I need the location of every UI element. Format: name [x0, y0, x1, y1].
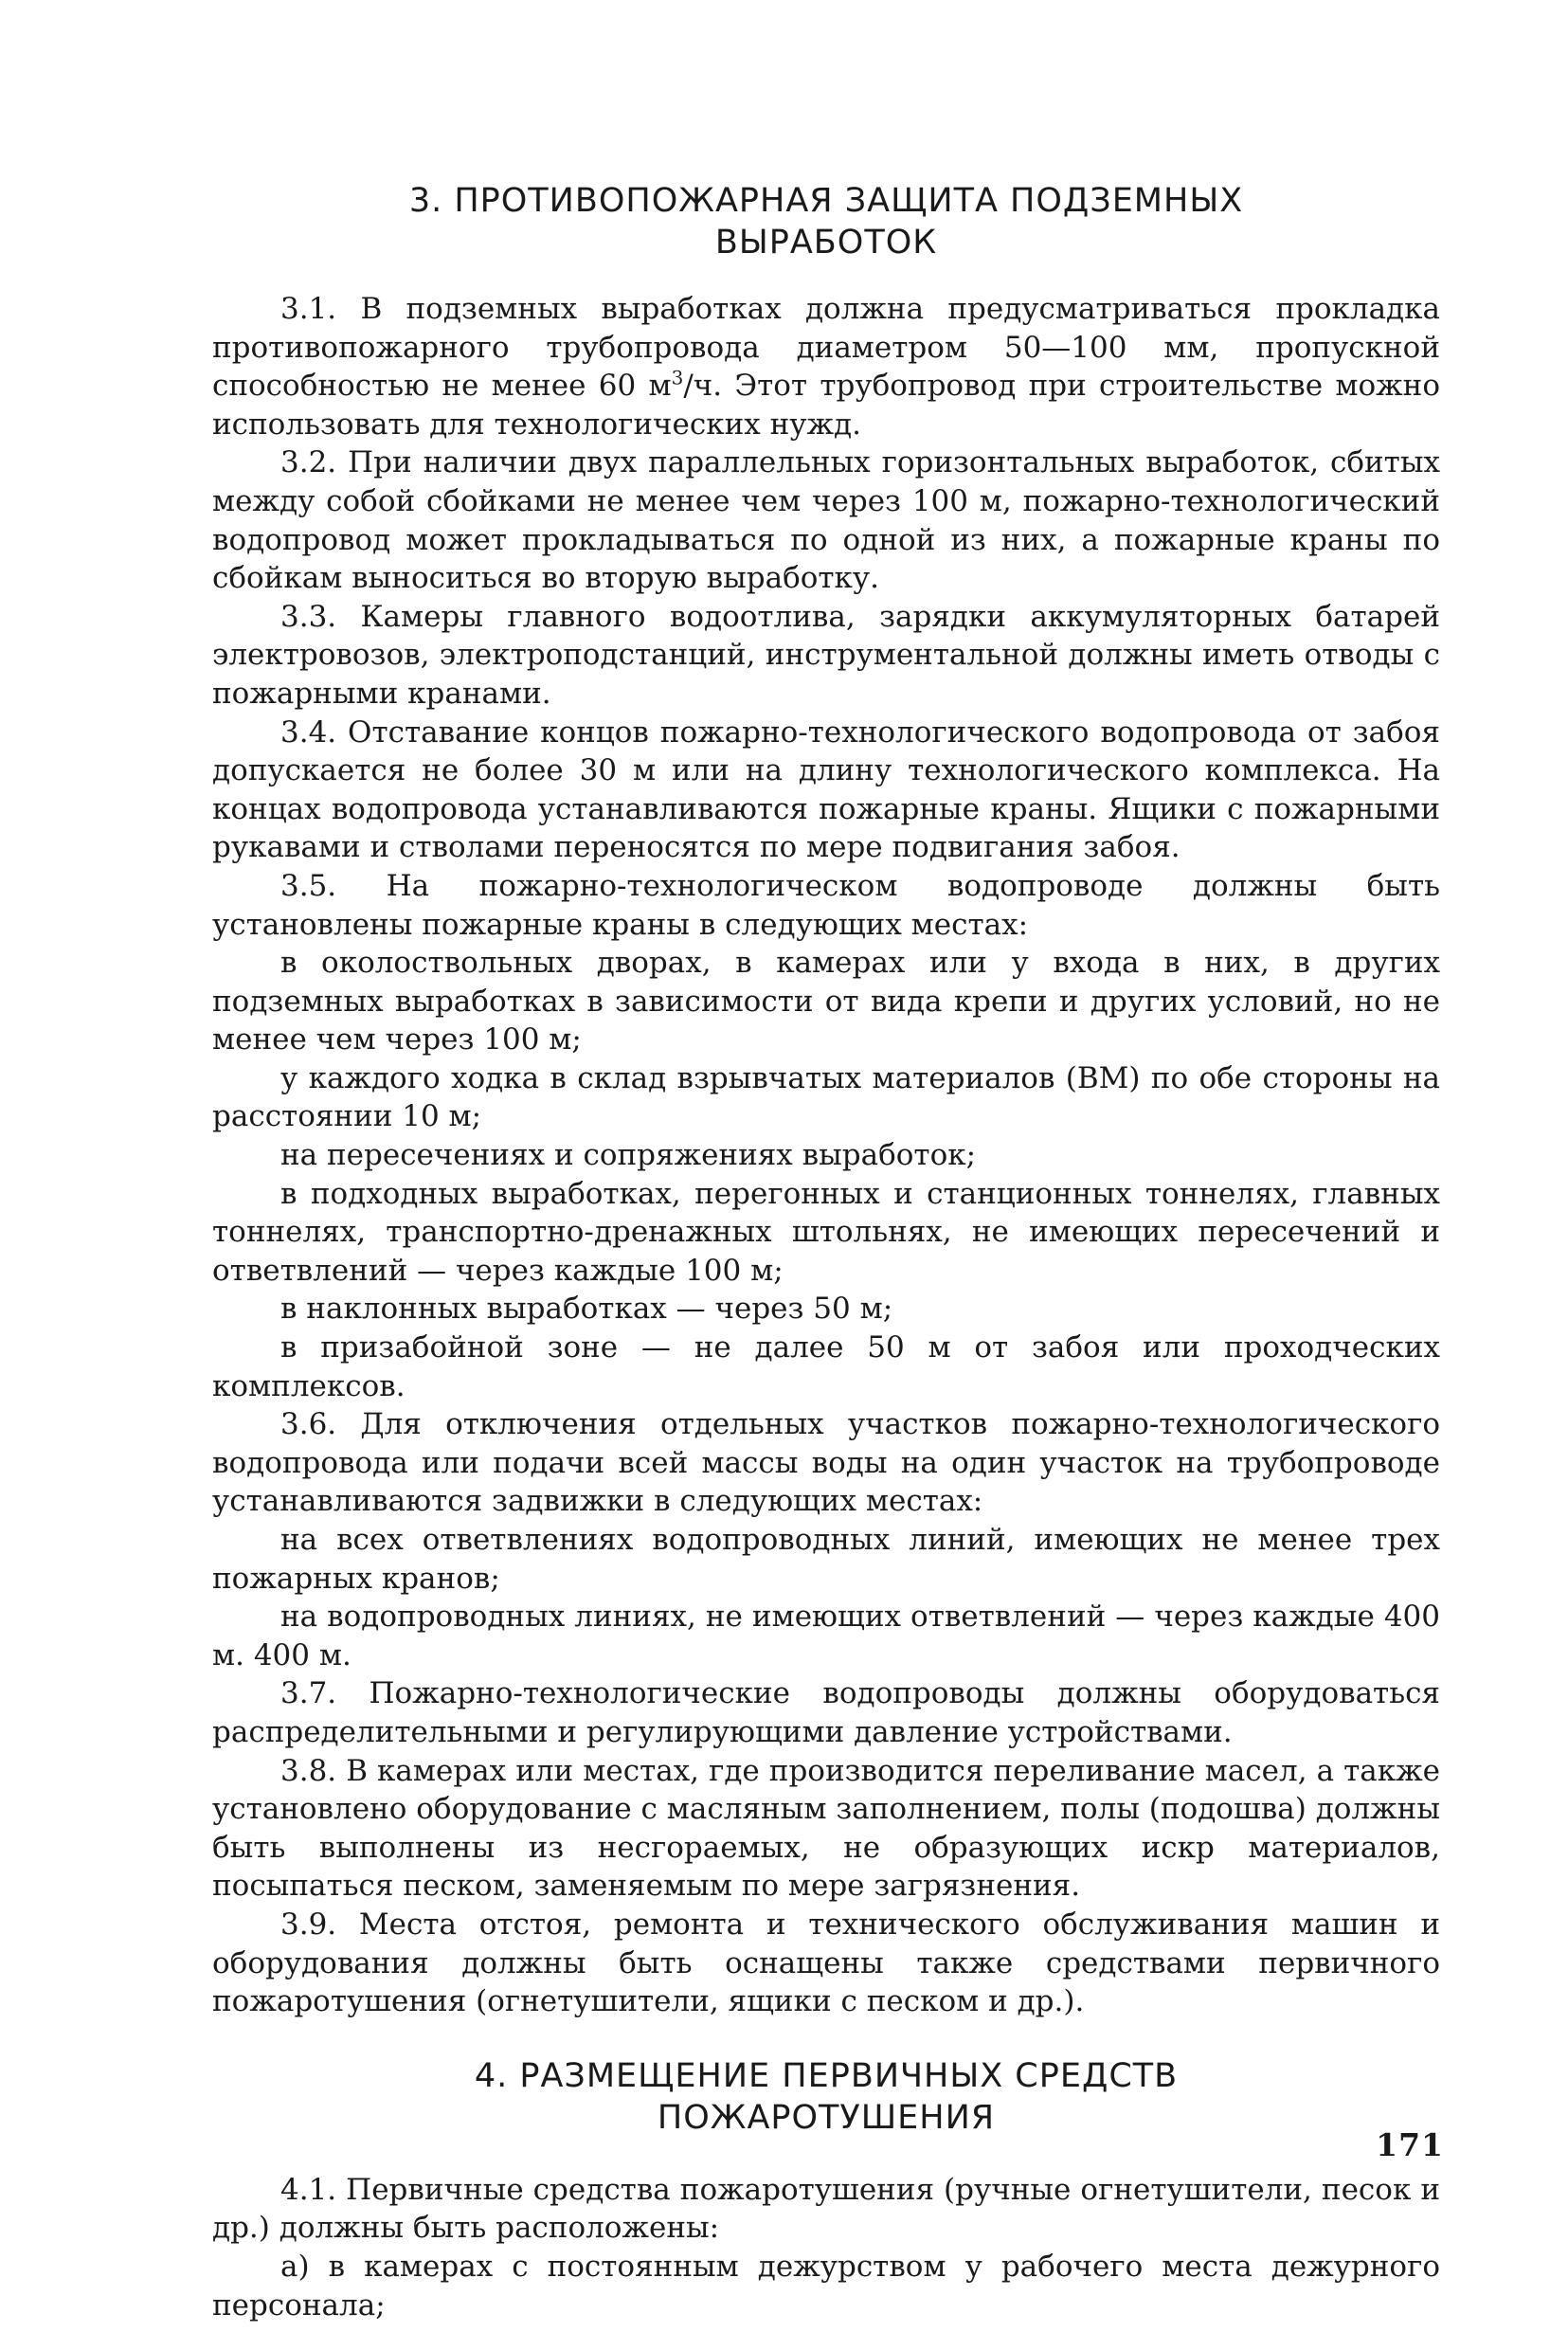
paragraph-4-1: 4.1. Первичные средства пожаротушения (ручные огнетушители, песок и др.) должны быть расположены:	[212, 2172, 1440, 2246]
paragraph-3-1	[212, 290, 1440, 443]
list-item-3-5-4: в подходных выработках, перегонных и станционных тоннелях, главных тоннелях, транспортно-дренажных штольнях, не имеющих пересечений и ответвлений — через каждые 100 м;	[212, 1176, 1440, 1288]
text-column	[212, 180, 1440, 2324]
list-item-4-1-a: а) в камерах с постоянным дежурством у рабочего места дежурного персонала;	[212, 2249, 1440, 2323]
list-item-3-6-2: на водопроводных линиях, не имеющих ответвлений — через каждые 400 м. 400 м.	[212, 1600, 1440, 1672]
paragraph-3-4: 3.4. Отставание концов пожарно-технологического водопровода от забоя допускается не более 30 м или на длину технологического комплекса. На концах водопровода устанавливаются пожарные краны. Ящики с пожарными рукавами и стволами переносятся по мере подвигания забоя.	[212, 714, 1440, 865]
section-4-title-line-1: 4. РАЗМЕЩЕНИЕ ПЕРВИЧНЫХ СРЕДСТВ	[474, 2056, 1179, 2095]
section-4-title	[212, 2055, 1440, 2139]
paragraph-3-1-text: 3.1. В подземных выработках должна предусматриваться прокладка противопожарного трубопровода диаметром 50—100 мм, пропускной способностью не менее 60 м	[212, 292, 1440, 404]
list-item-3-5-1: в околоствольных дворах, в камерах или у входа в них, в других подземных выработках в зависимости от вида крепи и других условий, но не менее чем через 100 м;	[212, 946, 1440, 1058]
page-number: 171	[1376, 2126, 1444, 2163]
list-item-3-5-3: на пересечениях и сопряжениях выработок;	[280, 1138, 977, 1173]
section-4-title-line-2: ПОЖАРОТУШЕНИЯ	[657, 2098, 996, 2137]
paragraph-3-3: 3.3. Камеры главного водоотлива, зарядки аккумуляторных батарей электровозов, электроподстанций, инструментальной должны иметь отводы с пожарными кранами.	[212, 599, 1440, 711]
list-item-3-5-5: в наклонных выработках — через 50 м;	[280, 1292, 893, 1327]
list-item-3-6-1: на всех ответвлениях водопроводных линий, имеющих не менее трех пожарных кранов;	[212, 1523, 1440, 1596]
section-3-title	[212, 180, 1440, 263]
paragraph-3-7: 3.7. Пожарно-технологические водопроводы должны оборудоваться распределительными и регулирующими давление устройствами.	[212, 1676, 1440, 1749]
superscript-3: 3	[671, 366, 684, 389]
paragraph-3-5: 3.5. На пожарно-технологическом водопроводе должны быть установлены пожарные краны в следующих местах:	[212, 868, 1440, 942]
paragraph-3-1-text-end: /ч. Этот трубопровод при строительстве можно использовать для технологических нужд.	[212, 369, 1440, 442]
paragraph-3-9: 3.9. Места отстоя, ремонта и технического обслуживания машин и оборудования должны быть оснащены также средствами первичного пожаротушения (огнетушители, ящики с песком и др.).	[212, 1907, 1440, 2019]
list-item-3-5-2: у каждого ходка в склад взрывчатых материалов (ВМ) по обе стороны на расстоянии 10 м;	[212, 1060, 1440, 1134]
paragraph-3-8: 3.8. В камерах или местах, где производится переливание масел, а также установлено оборудование с масляным заполнением, полы (подошва) должны быть выполнены из несгораемых, не образующих искр материалов, посыпаться песком, заменяемым по мере загрязнения.	[212, 1753, 1440, 1904]
list-item-3-5-6: в призабойной зоне — не далее 50 м от забоя или проходческих комплексов.	[212, 1330, 1440, 1403]
section-3-title-line-1: 3. ПРОТИВОПОЖАРНАЯ ЗАЩИТА ПОДЗЕМНЫХ	[408, 182, 1244, 220]
paragraph-3-2: 3.2. При наличии двух параллельных горизонтальных выработок, сбитых между собой сбойками не менее чем через 100 м, пожарно-технологический водопровод может прокладываться по одной из них, а пожарные краны по сбойкам выноситься во вторую выработку.	[212, 445, 1440, 596]
paragraph-3-6: 3.6. Для отключения отдельных участков пожарно-технологического водопровода или подачи всей массы воды на один участок на трубопроводе устанавливаются задвижки в следующих местах:	[212, 1407, 1440, 1519]
section-3-title-line-2: ВЫРАБОТОК	[714, 224, 938, 262]
